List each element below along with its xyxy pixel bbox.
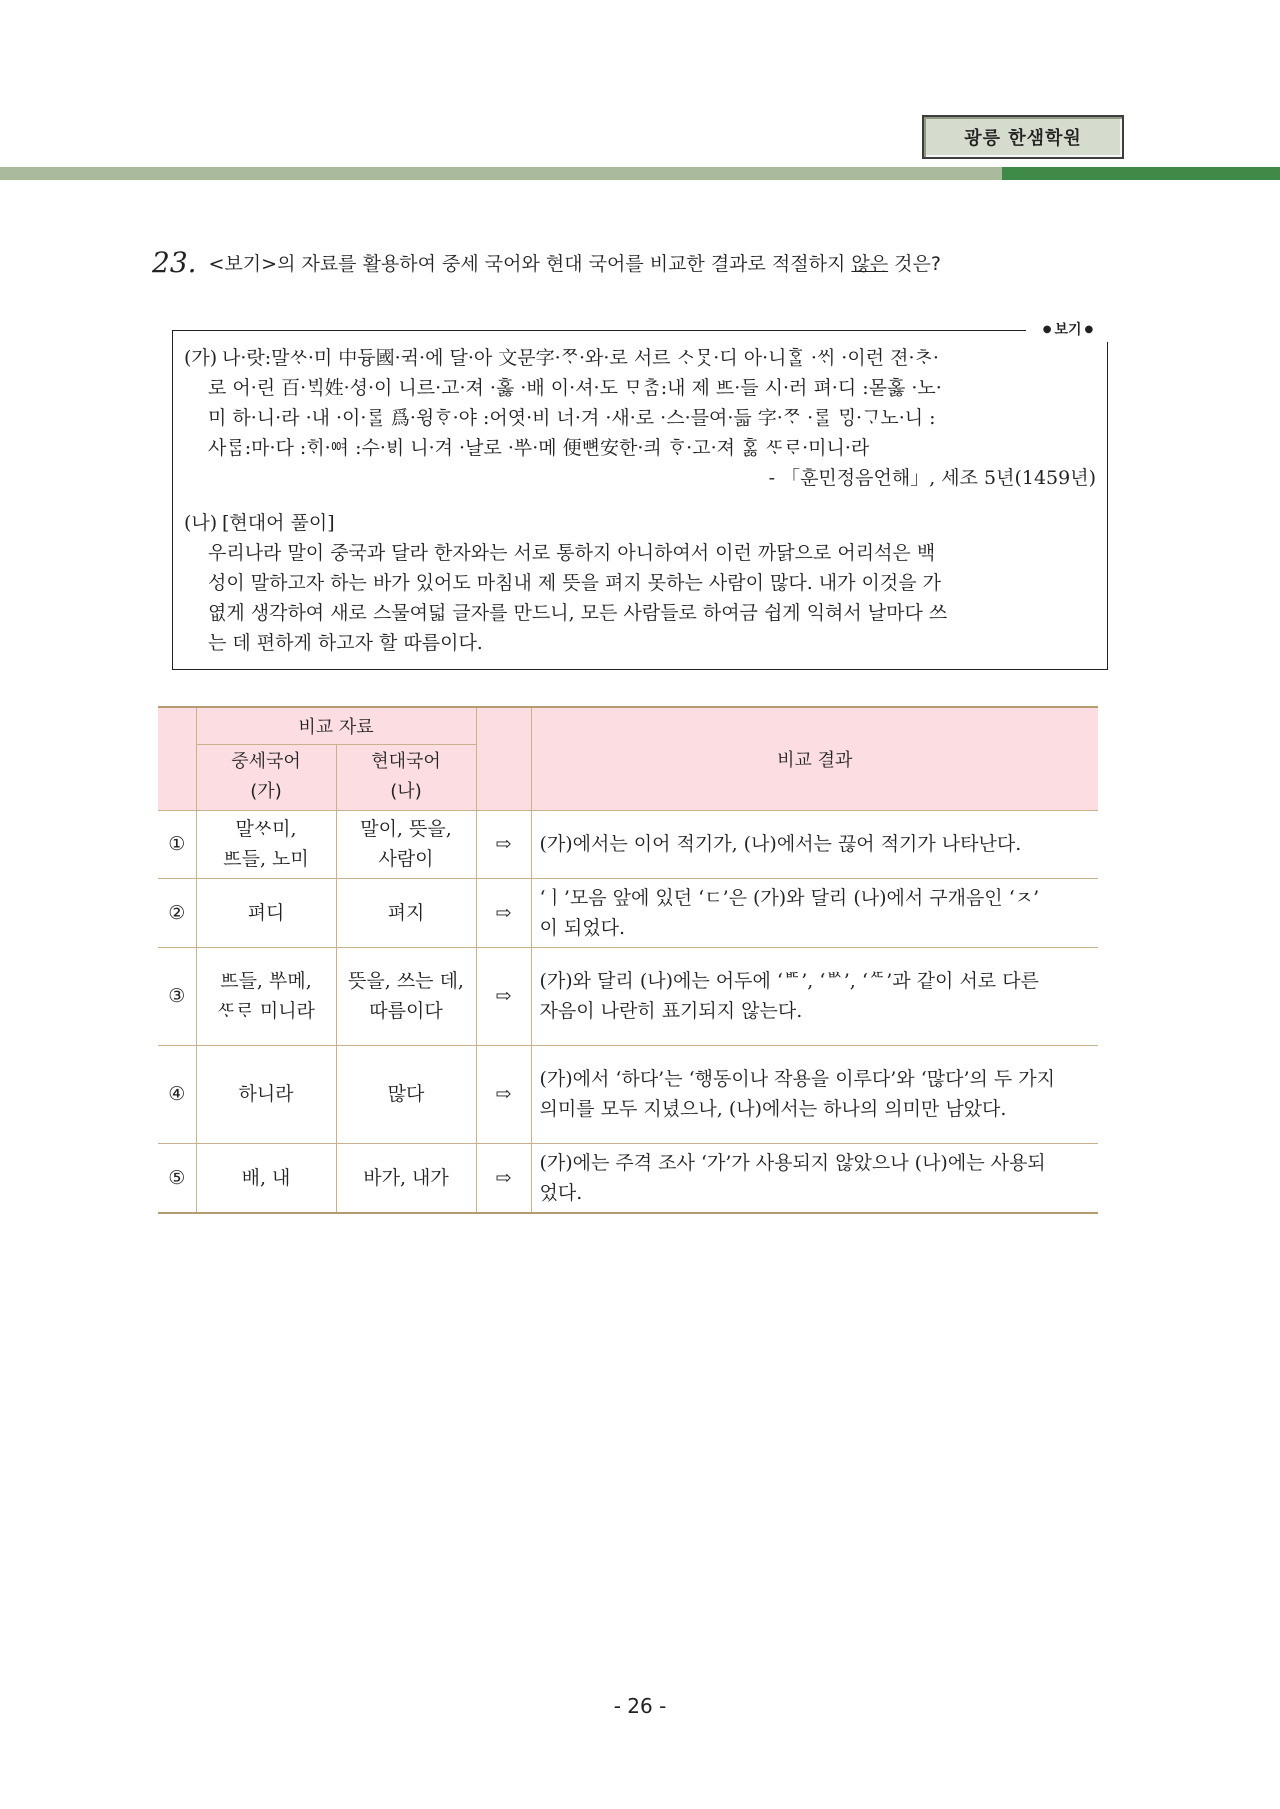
row-na: 바가, 내가 xyxy=(336,1143,476,1213)
passage-na-title: [현대어 풀이] xyxy=(222,512,335,534)
row-na: 뜻을, 쓰는 데, 따름이다 xyxy=(336,947,476,1045)
arrow-icon: ⇨ xyxy=(476,878,531,947)
header-result: 비교 결과 xyxy=(531,707,1098,810)
table-row xyxy=(158,1143,1098,1213)
header-arrow-blank xyxy=(476,707,531,810)
row-ga: 배, 내 xyxy=(196,1143,336,1213)
comparison-table xyxy=(158,706,1098,1214)
passage-ga-line: 로 어·린 百·ᄇᆡᆨ姓·셩·이 니르·고·져 ·홇 ·배 이·셔·도 ᄆᆞᄎᆞᆷ:내 제 ᄠᅳ·들 시·러 펴·디 :몯홇 ·노· xyxy=(208,377,942,399)
header-na: 현대국어 (나) xyxy=(336,744,476,810)
arrow-icon: ⇨ xyxy=(476,1045,531,1143)
header-blank xyxy=(158,707,196,810)
arrow-icon: ⇨ xyxy=(476,810,531,878)
passage-na-line: 우리나라 말이 중국과 달라 한자와는 서로 통하지 아니하여서 이런 까닭으로 어리석은 백 xyxy=(208,542,936,564)
passage-na xyxy=(184,508,1096,658)
table-header-row xyxy=(158,707,1098,744)
academy-badge: 광릉 한샘학원 xyxy=(922,115,1124,159)
row-result: (가)에서는 이어 적기가, (나)에서는 끊어 적기가 나타난다. xyxy=(531,810,1098,878)
row-num: ③ xyxy=(158,947,196,1045)
bogi-tag-label: 보기 xyxy=(1054,322,1082,338)
table-row xyxy=(158,1045,1098,1143)
row-num: ② xyxy=(158,878,196,947)
page-number: - 26 - xyxy=(613,1694,667,1718)
header-group: 비교 자료 xyxy=(196,707,476,744)
question-number: 23. xyxy=(152,246,197,279)
row-result: (가)에는 주격 조사 ‘가’가 사용되지 않았으나 (나)에는 사용되 었다. xyxy=(531,1143,1098,1213)
header-ga: 중세국어 (가) xyxy=(196,744,336,810)
header-bar-light xyxy=(0,167,1002,180)
passage-ga-line: 사ᄅᆞᆷ:마·다 :ᄒᆡ·ᅇᅧ :수·ᄫᅵ 니·겨 ·날로 ·ᄡᅮ·메 便뼌安한·킈 ᄒᆞ·고·져 ᄒᆞᇙ ᄯᆞᄅᆞ·미니·라 xyxy=(208,437,870,459)
row-num: ① xyxy=(158,810,196,878)
bogi-tag: ● 보기 ● xyxy=(1026,316,1110,342)
row-ga: 하니라 xyxy=(196,1045,336,1143)
question xyxy=(152,246,1112,279)
header-bar-dark xyxy=(1002,167,1280,180)
row-num: ④ xyxy=(158,1045,196,1143)
row-ga: ᄠᅳ들, ᄡᅮ메, ᄯᆞᄅᆞ 미니라 xyxy=(196,947,336,1045)
passage-ga-line: 미 하·니·라 ·내 ·이·ᄅᆞᆯ 爲·윙ᄒᆞ·야 :어엿·비 너·겨 ·새·로 ·스·믈여·듧 字·ᄍᆞ ·ᄅᆞᆯ ᄆᆡᆼ·ᄀᆞ노·니 : xyxy=(208,407,936,429)
question-text-end: 것은? xyxy=(888,253,941,275)
passage-na-line: 는 데 편하게 하고자 할 따름이다. xyxy=(208,632,483,654)
row-na: 펴지 xyxy=(336,878,476,947)
passage-ga-line: 나·랏:말ᄊᆞ·미 中듕國·귁·에 달·아 文문字·ᄍᆞ·와·로 서르 ᄉᆞᄆᆞᆺ·디 아·니ᄒᆞᆯ ·ᄊᆡ ·이런 젼·ᄎᆞ· xyxy=(222,347,939,369)
row-result: ‘ㅣ’모음 앞에 있던 ‘ㄷ’은 (가)와 달리 (나)에서 구개음인 ‘ㅈ’ 이 되었다. xyxy=(531,878,1098,947)
row-result: (가)에서 ‘하다’는 ‘행동이나 작용을 이루다’와 ‘많다’의 두 가지 의미를 모두 지녔으나, (나)에서는 하나의 의미만 남았다. xyxy=(531,1045,1098,1143)
row-ga: 말ᄊᆞ미, ᄠᅳ들, 노미 xyxy=(196,810,336,878)
row-na: 많다 xyxy=(336,1045,476,1143)
passage-na-line: 성이 말하고자 하는 바가 있어도 마침내 제 뜻을 펴지 못하는 사람이 많다. 내가 이것을 가 xyxy=(208,572,941,594)
row-na: 말이, 뜻을, 사람이 xyxy=(336,810,476,878)
table-row xyxy=(158,947,1098,1045)
passage-ga-label: (가) xyxy=(184,347,218,369)
question-underlined: 않은 xyxy=(851,253,889,275)
arrow-icon: ⇨ xyxy=(476,1143,531,1213)
table-row xyxy=(158,878,1098,947)
row-result: (가)와 달리 (나)에는 어두에 ‘ᄠ’, ‘ᄡ’, ‘ᄯ’과 같이 서로 다른 자음이 나란히 표기되지 않는다. xyxy=(531,947,1098,1045)
table-row xyxy=(158,810,1098,878)
passage-na-line: 엾게 생각하여 새로 스물여덟 글자를 만드니, 모든 사람들로 하여금 쉽게 익혀서 날마다 쓰 xyxy=(208,602,948,624)
question-text: <보기>의 자료를 활용하여 중세 국어와 현대 국어를 비교한 결과로 적절하지 xyxy=(208,253,852,275)
row-ga: 펴디 xyxy=(196,878,336,947)
row-num: ⑤ xyxy=(158,1143,196,1213)
arrow-icon: ⇨ xyxy=(476,947,531,1045)
passage-ga-source: - 「훈민정음언해」, 세조 5년(1459년) xyxy=(768,467,1096,489)
passage-ga xyxy=(184,343,1096,493)
passage-na-label: (나) xyxy=(184,512,218,534)
